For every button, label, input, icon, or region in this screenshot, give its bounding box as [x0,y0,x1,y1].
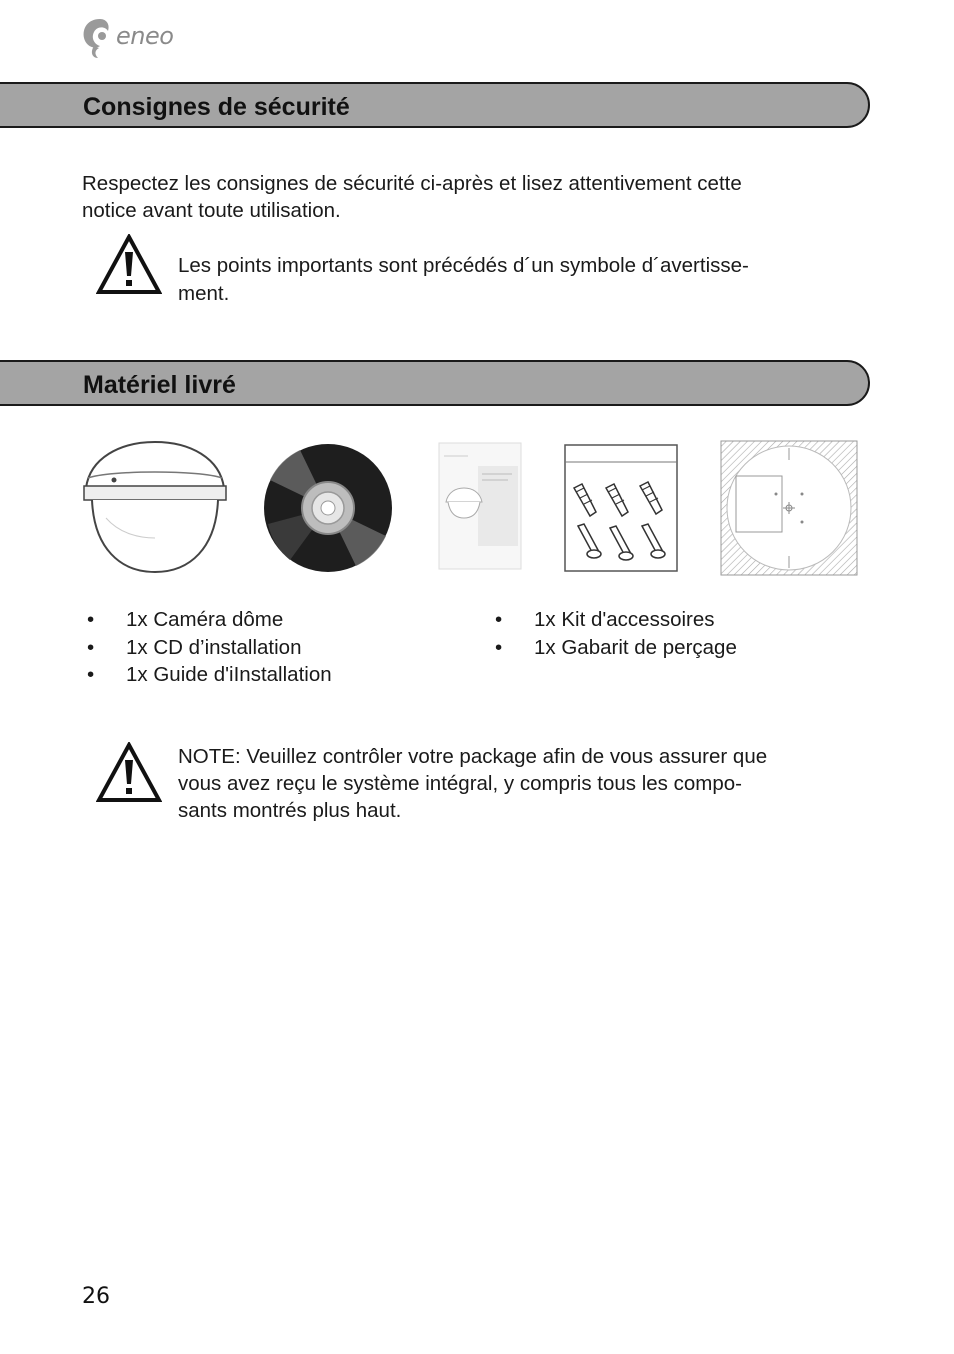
accessory-kit-image [564,444,678,572]
safety-warning-line-1: Les points importants sont précédés d´un symbole d´avertisse- [178,254,749,277]
safety-intro-line-1: Respectez les consignes de sécurité ci-après et lisez attentivement cette [82,172,742,195]
eneo-swirl-icon [80,16,120,60]
list-item: • 1x Caméra dôme [84,606,332,634]
section-title-safety: Consignes de sécurité [83,93,350,121]
drilling-template-image [720,440,858,576]
delivery-list-left [84,606,332,689]
section-header-delivery [0,360,870,406]
section-title-delivery: Matériel livré [83,371,236,399]
list-item: • 1x Kit d'accessoires [492,606,737,634]
list-item: • 1x Gabarit de perçage [492,634,737,662]
warning-triangle-icon [96,234,162,296]
brand-wordmark: eneo [116,22,174,50]
delivery-list-right [492,606,737,661]
safety-intro-line-2: notice avant toute utilisation. [82,199,341,222]
eneo-logo [80,16,190,60]
section-header-safety [0,82,870,128]
cd-image [260,440,396,576]
dome-camera-image [80,438,230,578]
note-line-3: sants montrés plus haut. [178,799,402,822]
list-item: • 1x CD d’installation [84,634,332,662]
warning-triangle-icon [96,742,162,804]
list-item: • 1x Guide d'iInstallation [84,661,332,689]
note-line-1: NOTE: Veuillez contrôler votre package afin de vous assurer que [178,745,768,768]
note-line-2: vous avez reçu le système intégral, y compris tous les compo- [178,772,742,795]
page-number: 26 [82,1284,110,1309]
safety-warning-line-2: ment. [178,282,230,305]
installation-guide-image [438,442,522,570]
